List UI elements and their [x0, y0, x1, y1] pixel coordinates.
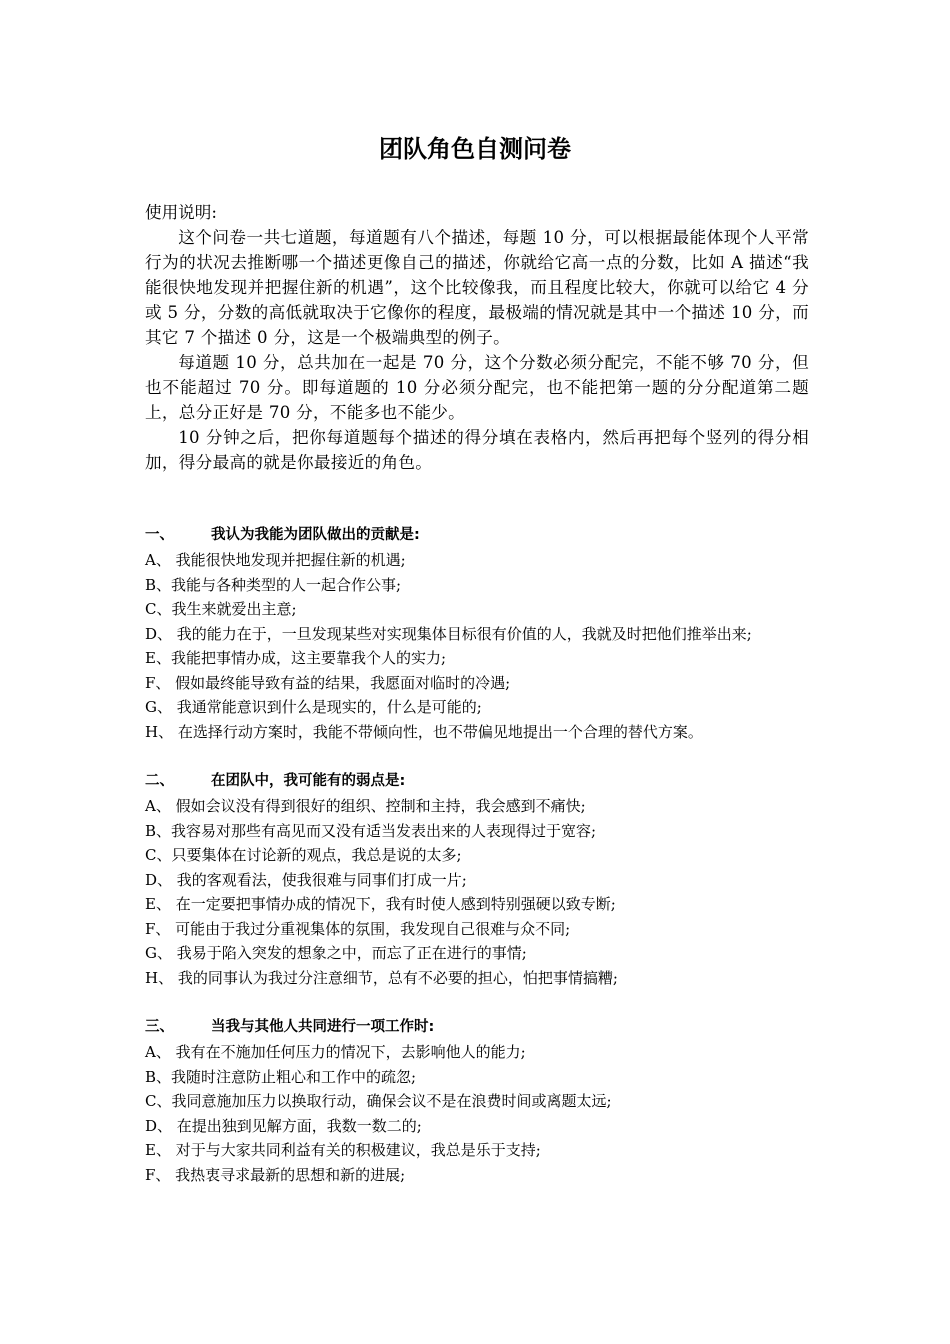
option-item: D、 在提出独到见解方面，我数一数二的;: [145, 1116, 422, 1135]
option-item: E、 在一定要把事情办成的情况下，我有时使人感到特别强硬以致专断;: [145, 895, 616, 913]
question-text: 当我与其他人共同进行一项工作时:: [211, 1019, 435, 1035]
instructions-block: [145, 200, 809, 475]
option-item: F、 假如最终能导致有益的结果，我愿面对临时的冷遇;: [145, 673, 511, 692]
question-number: 二、: [145, 773, 174, 789]
question-section-1: [145, 522, 809, 744]
option-item: A、 假如会议没有得到很好的组织、控制和主持，我会感到不痛快;: [145, 797, 586, 815]
option-item: G、 我通常能意识到什么是现实的，什么是可能的;: [145, 698, 482, 716]
option-item: A、 我有在不施加任何压力的情况下，去影响他人的能力;: [145, 1043, 526, 1061]
option-item: C、我同意施加压力以换取行动，确保会议不是在浪费时间或离题太远;: [145, 1092, 612, 1110]
option-item: E、 对于与大家共同利益有关的积极建议，我总是乐于支持;: [145, 1141, 541, 1159]
option-item: H、 我的同事认为我过分注意细节，总有不必要的担心，怕把事情搞糟;: [145, 968, 618, 987]
instructions-paragraph: 每道题 10 分，总共加在一起是 70 分，这个分数必须分配完，不能不够 70 分，但也不能超过 70 分。即每道题的 10 分必须分配完，也不能把第一题的分分配道第二题上，总分正好是 70 分，不能多也不能少。: [145, 353, 809, 422]
option-item: F、 我热衷寻求最新的思想和新的进展;: [145, 1165, 406, 1184]
question-text: 我认为我能为团队做出的贡献是:: [211, 527, 420, 543]
page-title: 团队角色自测问卷: [379, 135, 571, 163]
option-item: B、我随时注意防止粗心和工作中的疏忽;: [145, 1067, 417, 1086]
option-item: C、只要集体在讨论新的观点，我总是说的太多;: [145, 846, 462, 864]
option-item: C、我生来就爱出主意;: [145, 600, 297, 618]
question-heading: [145, 522, 809, 548]
instructions-paragraph: 10 分钟之后，把你每道题每个描述的得分填在表格内，然后再把每个竖列的得分相加，得分最高的就是你最接近的角色。: [145, 428, 809, 472]
option-item: G、 我易于陷入突发的想象之中，而忘了正在进行的事情;: [145, 944, 527, 962]
question-heading: [145, 1014, 809, 1040]
option-item: D、 我的客观看法，使我很难与同事们打成一片;: [145, 870, 467, 889]
question-section-3: [145, 1014, 809, 1187]
question-heading: [145, 768, 809, 794]
instructions-label: 使用说明:: [145, 203, 217, 222]
question-list: [145, 522, 809, 1211]
option-item: B、我能与各种类型的人一起合作公事;: [145, 575, 402, 594]
question-section-2: [145, 768, 809, 990]
option-item: H、 在选择行动方案时，我能不带倾向性，也不带偏见地提出一个合理的替代方案。: [145, 722, 703, 741]
question-number: 三、: [145, 1019, 174, 1035]
question-number: 一、: [145, 527, 174, 543]
option-item: A、 我能很快地发现并把握住新的机遇;: [145, 551, 406, 569]
instructions-paragraph: 这个问卷一共七道题，每道题有八个描述，每题 10 分，可以根据最能体现个人平常行为的状况去推断哪一个描述更像自己的描述，你就给它高一点的分数，比如 A 描述“我能很快地发现并把握住新的机遇”，这个比较像我，而且程度比较大，你就可以给它 4 分或 5 分，分数的高低就取决于它像你的程度，最极端的情况就是其中一个描述 10 分，而其它 7 个描述 0 分，这是一个极端典型的例子。: [145, 228, 809, 347]
option-item: E、我能把事情办成，这主要靠我个人的实力;: [145, 649, 447, 667]
option-item: B、我容易对那些有高见而又没有适当发表出来的人表现得过于宽容;: [145, 821, 597, 840]
option-item: D、 我的能力在于，一旦发现某些对实现集体目标很有价值的人，我就及时把他们推举出来;: [145, 624, 752, 643]
option-item: F、 可能由于我过分重视集体的氛围，我发现自己很难与众不同;: [145, 919, 571, 938]
question-text: 在团队中，我可能有的弱点是:: [211, 773, 406, 789]
